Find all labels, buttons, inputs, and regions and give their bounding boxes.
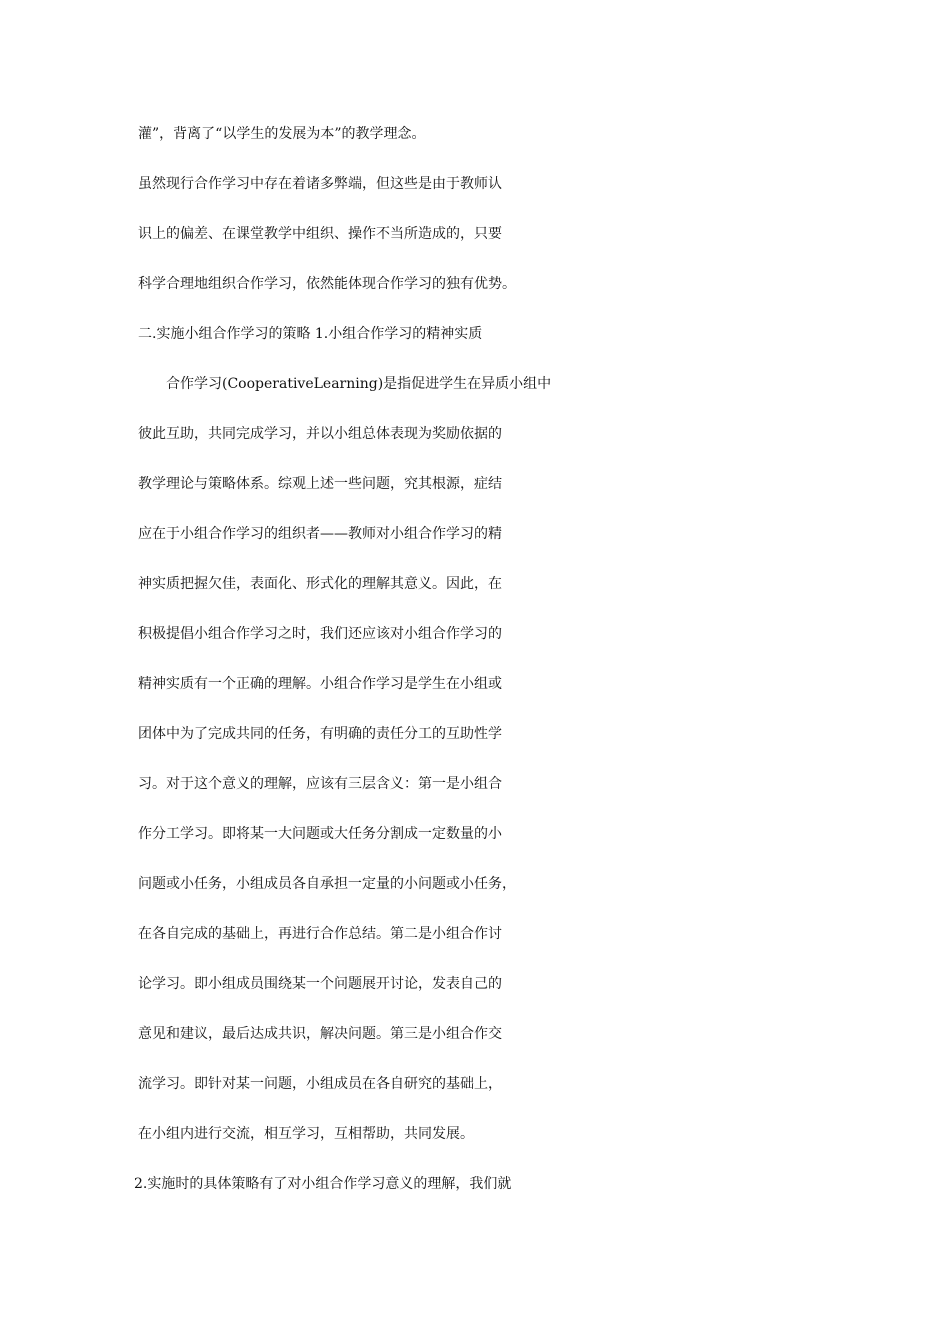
text-line: 积极提倡小组合作学习之时，我们还应该对小组合作学习的: [138, 626, 502, 642]
text-line: 虽然现行合作学习中存在着诸多弊端，但这些是由于教师认: [138, 176, 502, 192]
text-line: 教学理论与策略体系。综观上述一些问题，究其根源，症结: [138, 476, 502, 492]
text-line: 作分工学习。即将某一大问题或大任务分割成一定数量的小: [138, 826, 502, 842]
text-line: 灌”，背离了“以学生的发展为本”的教学理念。: [138, 126, 426, 142]
text-line: 科学合理地组织合作学习，依然能体现合作学习的独有优势。: [138, 276, 516, 292]
section-heading: 二.实施小组合作学习的策略 1.小组合作学习的精神实质: [138, 326, 483, 342]
text-line: 识上的偏差、在课堂教学中组织、操作不当所造成的，只要: [138, 226, 502, 242]
text-line: 彼此互助，共同完成学习，并以小组总体表现为奖励依据的: [138, 426, 502, 442]
text-line: 在各自完成的基础上，再进行合作总结。第二是小组合作讨: [138, 926, 502, 942]
text-line: 论学习。即小组成员围绕某一个问题展开讨论，发表自己的: [138, 976, 502, 992]
text-line: 应在于小组合作学习的组织者——教师对小组合作学习的精: [138, 526, 502, 542]
text-line: 神实质把握欠佳，表面化、形式化的理解其意义。因此，在: [138, 576, 502, 592]
text-line: 流学习。即针对某一问题，小组成员在各自研究的基础上，: [138, 1076, 502, 1092]
body-text: [134, 112, 838, 1212]
text-line: 问题或小任务，小组成员各自承担一定量的小问题或小任务，: [138, 876, 516, 892]
text-line: 习。对于这个意义的理解，应该有三层含义：第一是小组合: [138, 776, 502, 792]
text-line: 团体中为了完成共同的任务，有明确的责任分工的互助性学: [138, 726, 502, 742]
paragraph-first-line: 合作学习(CooperativeLearning)是指促进学生在异质小组中: [166, 376, 552, 392]
text-line: 精神实质有一个正确的理解。小组合作学习是学生在小组或: [138, 676, 502, 692]
text-line: 在小组内进行交流，相互学习，互相帮助，共同发展。: [138, 1126, 474, 1142]
text-line: 意见和建议，最后达成共识，解决问题。第三是小组合作交: [138, 1026, 502, 1042]
section-heading: 2.实施时的具体策略有了对小组合作学习意义的理解，我们就: [134, 1176, 512, 1192]
